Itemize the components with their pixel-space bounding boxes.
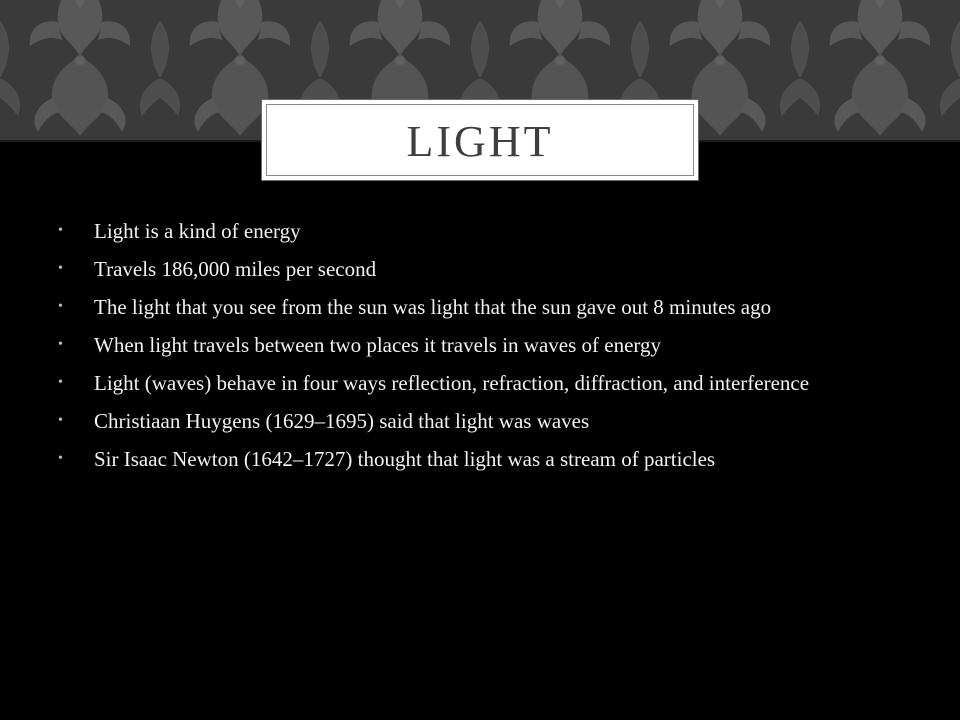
- bullet-icon: •: [58, 299, 63, 314]
- bullet-text: When light travels between two places it travels in waves of energy: [94, 333, 662, 357]
- bullet-item: [58, 332, 918, 358]
- bullet-text: Christiaan Huygens (1629–1695) said that light was waves: [94, 409, 590, 433]
- bullet-text: Light (waves) behave in four ways reflection, refraction, diffraction, and interference: [94, 371, 810, 395]
- bullet-text: Travels 186,000 miles per second: [94, 257, 377, 281]
- bullet-item: [58, 370, 918, 396]
- bullet-icon: •: [58, 375, 63, 390]
- title-frame: [266, 104, 694, 176]
- bullet-item: [58, 218, 918, 244]
- slide-title: LIGHT: [406, 117, 554, 166]
- bullet-text: Light is a kind of energy: [94, 219, 301, 243]
- bullet-item: [58, 256, 918, 282]
- bullet-icon: •: [58, 337, 63, 352]
- bullet-text: Sir Isaac Newton (1642–1727) thought that light was a stream of particles: [94, 447, 716, 471]
- bullet-item: [58, 294, 918, 320]
- title-box: [261, 99, 699, 181]
- bullet-icon: •: [58, 451, 63, 466]
- bullet-icon: •: [58, 261, 63, 276]
- bullet-icon: •: [58, 223, 63, 238]
- bullet-icon: •: [58, 413, 63, 428]
- bullet-item: [58, 408, 918, 434]
- bullet-text: The light that you see from the sun was light that the sun gave out 8 minutes ago: [94, 295, 772, 319]
- bullet-item: [58, 446, 918, 472]
- bullet-list: [58, 218, 918, 484]
